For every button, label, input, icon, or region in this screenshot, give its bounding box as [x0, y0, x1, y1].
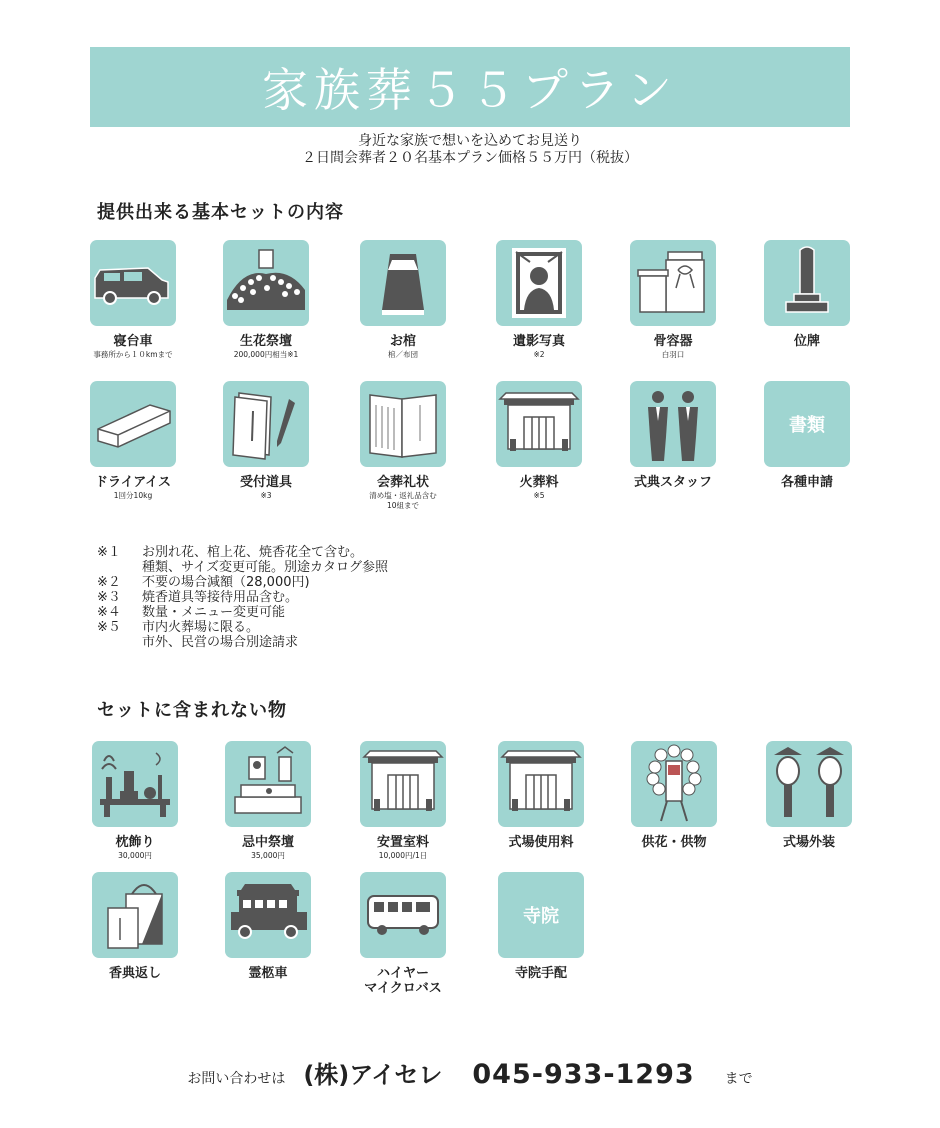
item-label: 位牌	[793, 334, 820, 349]
phone-number[interactable]: 045-933-1293	[472, 1059, 695, 1090]
item-label: ドライアイス	[95, 475, 171, 490]
contact-line	[0, 1055, 940, 1090]
bus-icon	[360, 872, 446, 958]
item-note: 棺／布団	[388, 350, 418, 359]
excluded-item	[208, 741, 328, 861]
footnote-row	[97, 560, 388, 575]
item-note: 10,000円/1日	[378, 851, 428, 860]
included-item	[479, 381, 599, 501]
item-note: 白羽口	[661, 350, 685, 359]
memorial-tablet-icon	[764, 240, 850, 326]
resting-room-icon	[360, 741, 446, 827]
footnote-text: 市内火葬場に限る。	[142, 620, 260, 635]
item-note: ※3	[260, 491, 272, 500]
reception-book-icon	[223, 381, 309, 467]
title-banner	[90, 47, 850, 127]
item-label: お棺	[389, 334, 416, 349]
included-item	[479, 240, 599, 360]
item-label: 霊柩車	[248, 966, 288, 981]
hearse-car-icon	[90, 240, 176, 326]
footnote-text: 数量・メニュー変更可能	[142, 605, 286, 620]
contact-prefix: お問い合わせは	[187, 1071, 286, 1087]
company-name: (株)アイセレ	[303, 1061, 443, 1089]
item-note: 1回分10kg	[113, 491, 153, 500]
footnote-text: お別れ花、棺上花、焼香花全て含む。	[142, 545, 364, 560]
included-item	[73, 240, 193, 360]
item-label: 各種申請	[780, 475, 833, 490]
offering-flowers-icon	[631, 741, 717, 827]
footnote-row	[97, 620, 388, 635]
portrait-photo-icon	[496, 240, 582, 326]
ceremony-hall-icon	[498, 741, 584, 827]
included-item	[613, 381, 733, 491]
contact-suffix: まで	[724, 1071, 753, 1087]
item-note: 30,000円	[118, 851, 152, 860]
item-label: 供花・供物	[641, 835, 707, 850]
item-label: ハイヤー マイクロバス	[364, 966, 442, 996]
item-note: 清め塩・返礼品含む 10組まで	[369, 491, 437, 510]
item-label: 式場使用料	[508, 835, 574, 850]
urn-icon	[630, 240, 716, 326]
included-item	[747, 240, 867, 350]
footnote-text: 種類、サイズ変更可能。別途カタログ参照	[142, 560, 388, 575]
footnote-mark: ※３	[97, 590, 121, 605]
footnotes	[97, 545, 388, 650]
hearse-icon	[225, 872, 311, 958]
item-note: 35,000円	[251, 851, 285, 860]
included-item	[343, 381, 463, 511]
item-note: 200,000円相当※1	[233, 350, 299, 359]
item-note: 事務所から１０kmまで	[93, 350, 173, 359]
included-item	[73, 381, 193, 501]
excluded-item	[481, 741, 601, 851]
excluded-item	[75, 741, 195, 861]
excluded-item	[343, 872, 463, 997]
subtitle-line-1: 身近な家族で想いを込めてお見送り	[358, 133, 582, 149]
documents-tile-text: 書類	[789, 415, 825, 436]
footnote-text: 市外、民営の場合別途請求	[142, 635, 299, 650]
item-label: 会葬礼状	[376, 475, 429, 490]
gift-bag-icon	[92, 872, 178, 958]
item-label: 枕飾り	[115, 835, 155, 850]
item-label: 骨容器	[653, 334, 693, 349]
included-item	[206, 381, 326, 501]
footnote-row	[97, 590, 388, 605]
item-label: 寺院手配	[514, 966, 567, 981]
included-item	[206, 240, 326, 360]
item-label: 受付道具	[239, 475, 292, 490]
item-label: 生花祭壇	[239, 334, 292, 349]
excluded-heading: セットに含まれない物	[97, 700, 287, 721]
item-label: 香典返し	[108, 966, 161, 981]
excluded-item	[614, 741, 734, 851]
included-item	[343, 240, 463, 360]
item-label: 寝台車	[113, 334, 153, 349]
lanterns-icon	[766, 741, 852, 827]
excluded-item	[208, 872, 328, 982]
item-label: 忌中祭壇	[241, 835, 294, 850]
footnote-text: 焼香道具等接待用品含む。	[142, 590, 299, 605]
ceremony-staff-icon	[630, 381, 716, 467]
crematorium-icon	[496, 381, 582, 467]
excluded-item	[481, 872, 601, 982]
item-label: 式場外装	[782, 835, 835, 850]
documents-icon	[764, 381, 850, 467]
flower-altar-icon	[223, 240, 309, 326]
footnote-row	[97, 545, 388, 560]
dry-ice-icon	[90, 381, 176, 467]
footnote-text: 不要の場合減額（28,000円)	[142, 575, 310, 590]
footnote-mark: ※１	[97, 545, 121, 560]
excluded-item	[75, 872, 195, 982]
page-title: 家族葬５５プラン	[262, 63, 678, 117]
item-label: 安置室料	[376, 835, 429, 850]
included-item	[613, 240, 733, 360]
excluded-item	[343, 741, 463, 861]
footnote-row	[97, 605, 388, 620]
included-heading: 提供出来る基本セットの内容	[97, 202, 344, 223]
subtitle-line-2: ２日間会葬者２０名基本プラン価格５５万円（税抜）	[302, 150, 638, 166]
footnote-mark: ※２	[97, 575, 121, 590]
footnote-mark	[97, 560, 142, 575]
item-label: 火葬料	[519, 475, 559, 490]
thank-you-letter-icon	[360, 381, 446, 467]
footnote-mark: ※５	[97, 620, 121, 635]
item-note: ※2	[533, 350, 545, 359]
mourning-altar-icon	[225, 741, 311, 827]
item-label: 遺影写真	[512, 334, 565, 349]
footnote-row	[97, 575, 388, 590]
excluded-item	[749, 741, 869, 851]
included-item	[747, 381, 867, 491]
temple-tile-text: 寺院	[523, 906, 559, 927]
pillow-decoration-icon	[92, 741, 178, 827]
item-note: ※5	[533, 491, 545, 500]
footnote-mark	[97, 635, 142, 650]
coffin-icon	[360, 240, 446, 326]
footnote-row	[97, 635, 388, 650]
temple-icon	[498, 872, 584, 958]
footnote-mark: ※４	[97, 605, 121, 620]
item-label: 式典スタッフ	[633, 475, 712, 490]
